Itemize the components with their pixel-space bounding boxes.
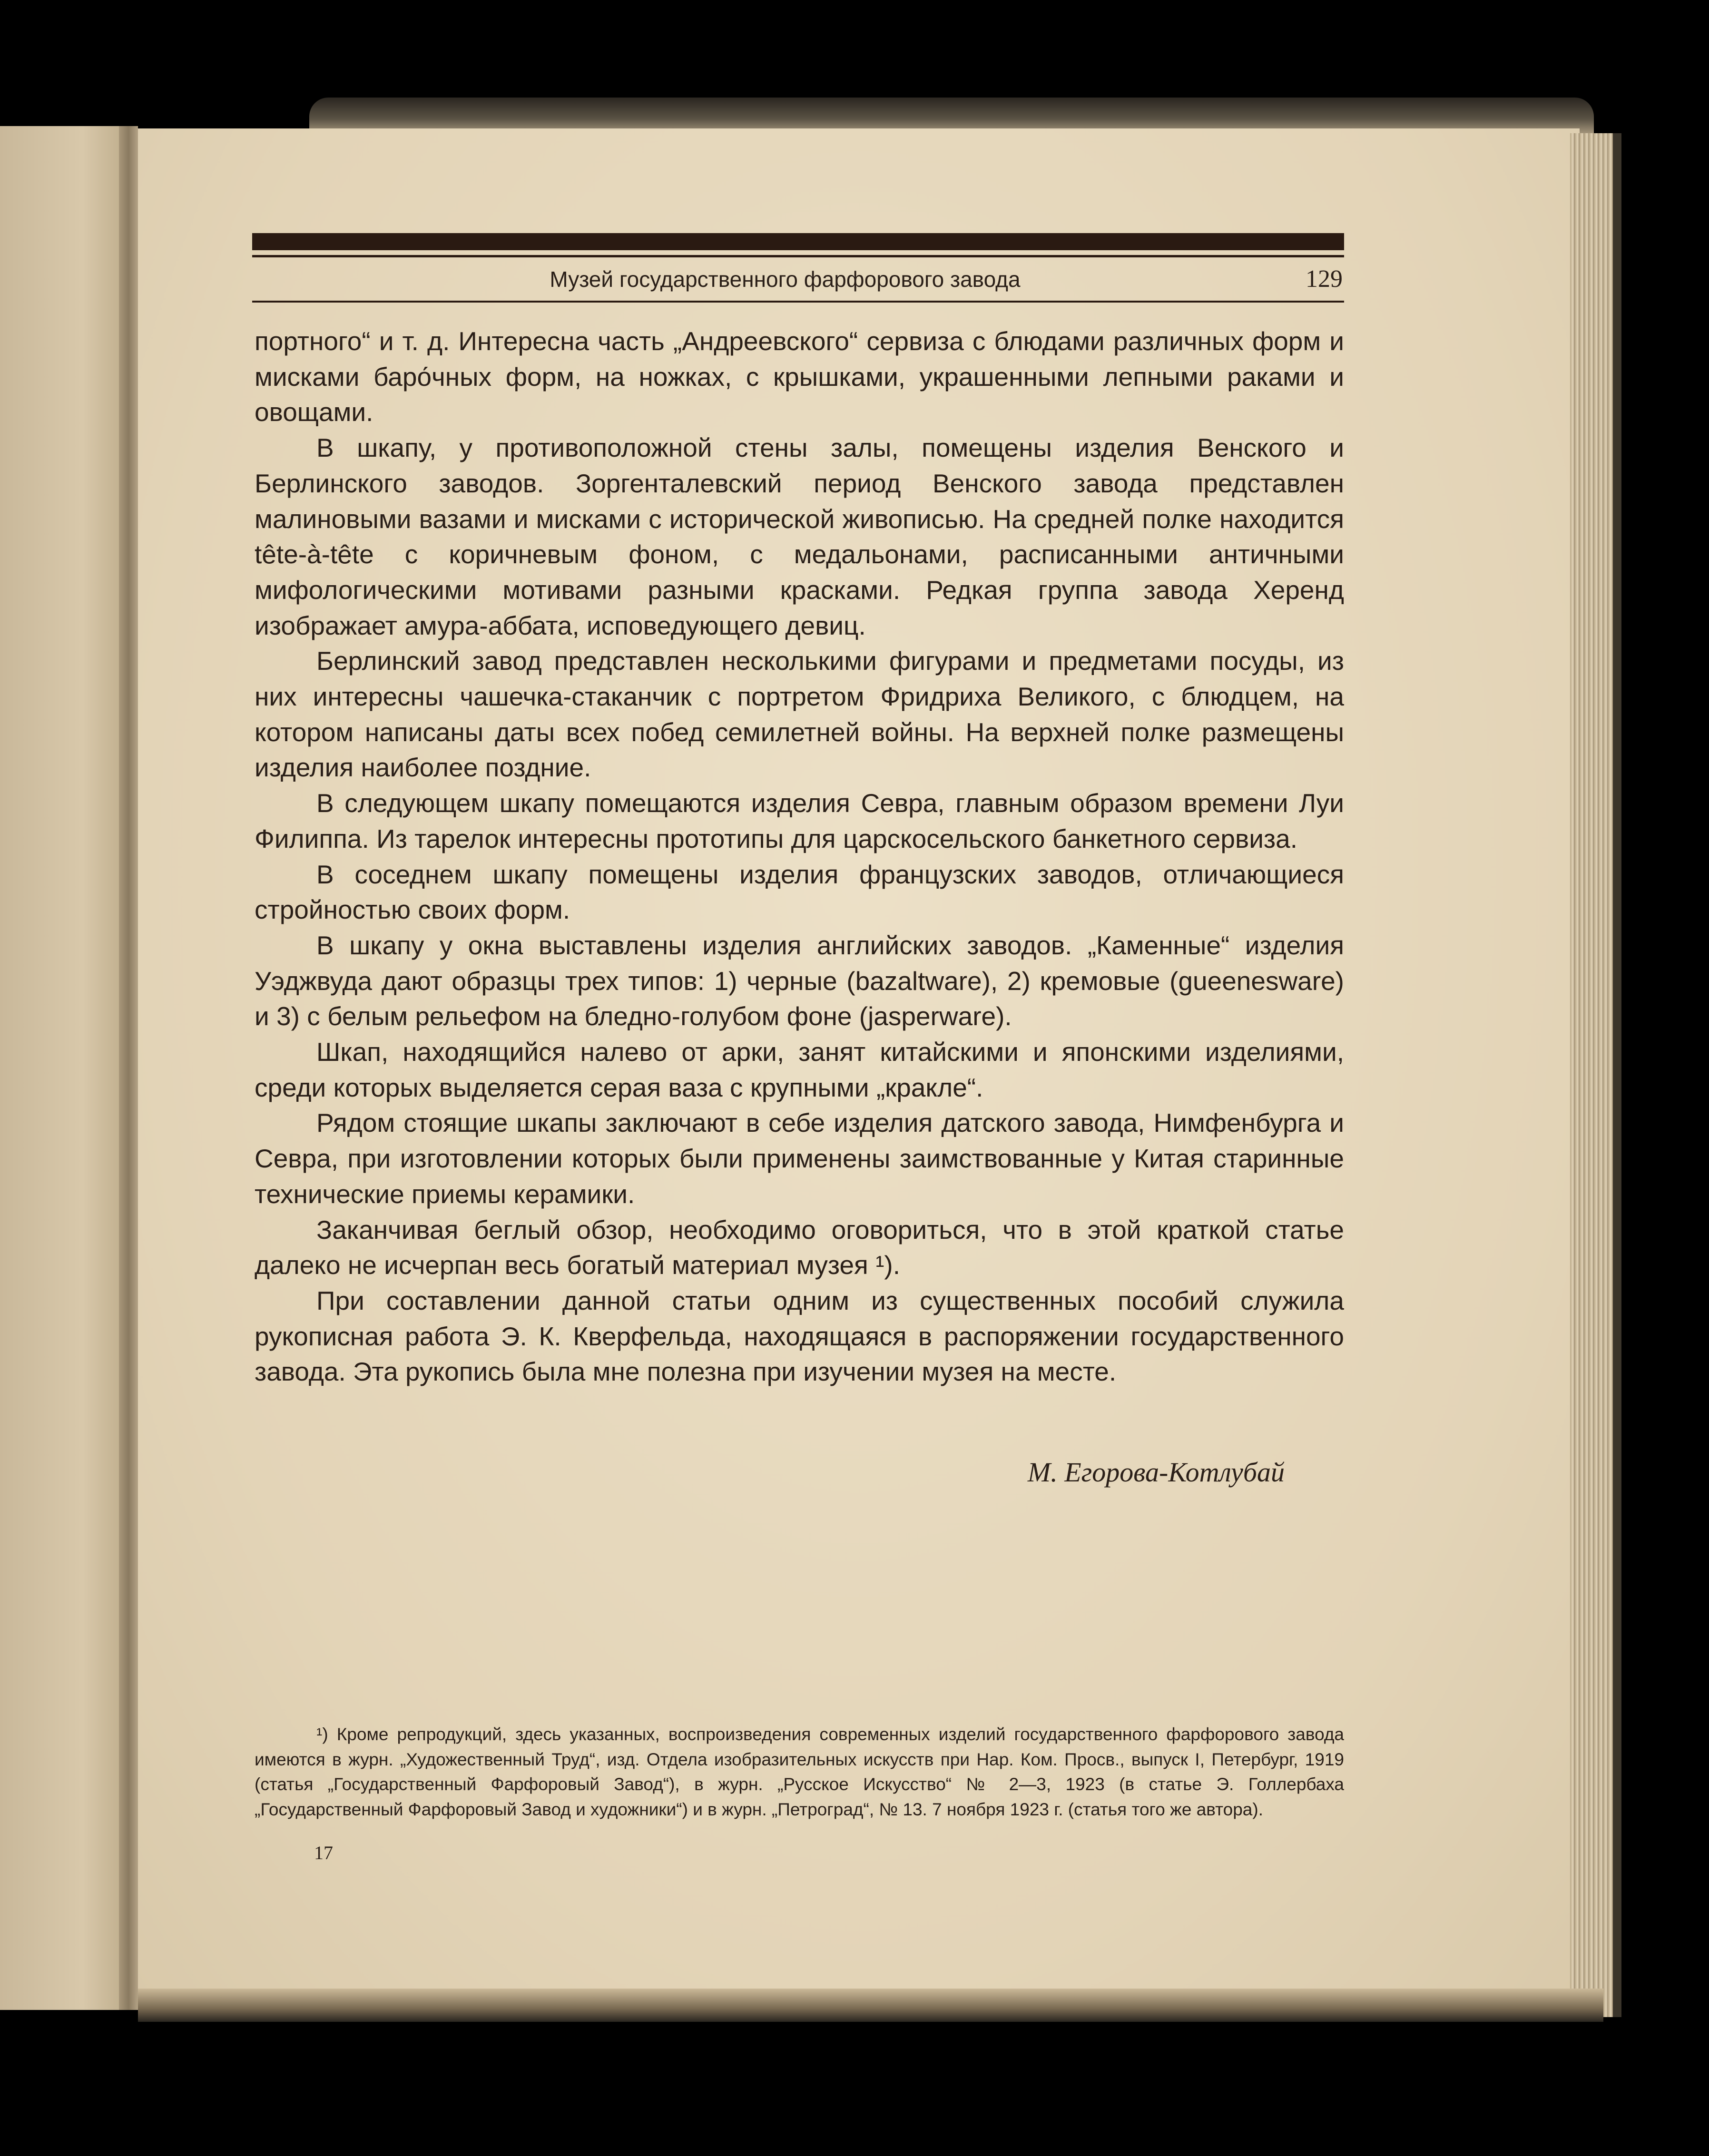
- paragraph: В следующем шкапу помещаются изделия Севра, главным образом времени Луи Филиппа. Из тарелок интересны прототипы для царскосельского банкетного сервиза.: [255, 788, 1344, 853]
- paragraph: портного“ и т. д. Интересна часть „Андреевского“ сервиза с блюдами различных форм и мисками баро́чных форм, на ножках, с крышками, украшенными лепными раками и овощами.: [255, 326, 1344, 427]
- header-rule-thin: [252, 255, 1344, 257]
- paragraph: В шкапу, у противоположной стены залы, помещены изделия Венского и Берлинского заводов. Зоргенталевский период Венского завода представлен малиновыми вазами и мисками с исторической живописью. На средней полке находится tête-à-tête с коричневым фоном, с медальонами, расписанными античными мифологическими мотивами разными красками. Редкая группа завода Херенд изображает амура-аббата, исповедующего девиц.: [255, 433, 1344, 640]
- book-gutter: [119, 126, 138, 2010]
- paragraph: Рядом стоящие шкапы заключают в себе изделия датского завода, Нимфенбурга и Севра, при изготовлении которых были применены заимствованные у Китая старинные технические приемы керамики.: [255, 1108, 1344, 1209]
- header-rule-bottom: [252, 301, 1344, 303]
- footnote-marker: ¹): [316, 1725, 328, 1744]
- article-body: [255, 323, 1344, 1390]
- paragraph: В соседнем шкапу помещены изделия французских заводов, отличающиеся стройностью своих форм.: [255, 859, 1344, 925]
- footnote-text: Кроме репродукций, здесь указанных, воспроизведения современных изделий государственного фарфорового завода имеются в журн. „Художественный Труд“, изд. Отдела изобразительных искусств при Нар. Ком. Просв., выпуск I, Петербург, 1919 (статья „Государственный Фарфоровый Завод“), в журн. „Русское Искусство“ № 2—3, 1923 (в статье Э. Голлербаха „Государственный Фарфоровый Завод и художники“) и в журн. „Петроград“, № 13. 7 ноября 1923 г. (статья того же автора).: [255, 1725, 1344, 1819]
- paragraph: В шкапу у окна выставлены изделия английских заводов. „Каменные“ изделия Уэджвуда дают образцы трех типов: 1) черные (bazaltware), 2) кремовые (gueenesware) и 3) с белым рельефом на бледно-голубом фоне (jasperware).: [255, 930, 1344, 1031]
- running-title: Музей государственного фарфорового завода: [550, 267, 1021, 292]
- page-number: 129: [1306, 265, 1343, 293]
- page-edges: [1570, 133, 1621, 2017]
- book-binding-bottom: [138, 1989, 1603, 2022]
- footnote: [255, 1722, 1344, 1822]
- left-page-edge: [0, 126, 138, 2010]
- author-signature: М. Егорова-Котлубай: [1027, 1457, 1285, 1488]
- header-rule-thick: [252, 233, 1344, 250]
- paragraph: Заканчивая беглый обзор, необходимо оговориться, что в этой краткой статье далеко не исчерпан весь богатый материал музея ¹).: [255, 1215, 1344, 1280]
- paragraph: Берлинский завод представлен несколькими фигурами и предметами посуды, из них интересны чашечка-стаканчик с портретом Фридриха Великого, с блюдцем, на котором написаны даты всех побед семилетней войны. На верхней полке размещены изделия наиболее поздние.: [255, 646, 1344, 783]
- paragraph: При составлении данной статьи одним из существенных пособий служила рукописная работа Э. К. Кверфельда, находящаяся в распоряжении государственного завода. Эта рукопись была мне полезна при изучении музея на месте.: [255, 1285, 1344, 1387]
- paragraph: Шкап, находящийся налево от арки, занят китайскими и японскими изделиями, среди которых выделяется серая ваза с крупными „кракле“.: [255, 1037, 1344, 1102]
- signature-mark: 17: [314, 1842, 333, 1863]
